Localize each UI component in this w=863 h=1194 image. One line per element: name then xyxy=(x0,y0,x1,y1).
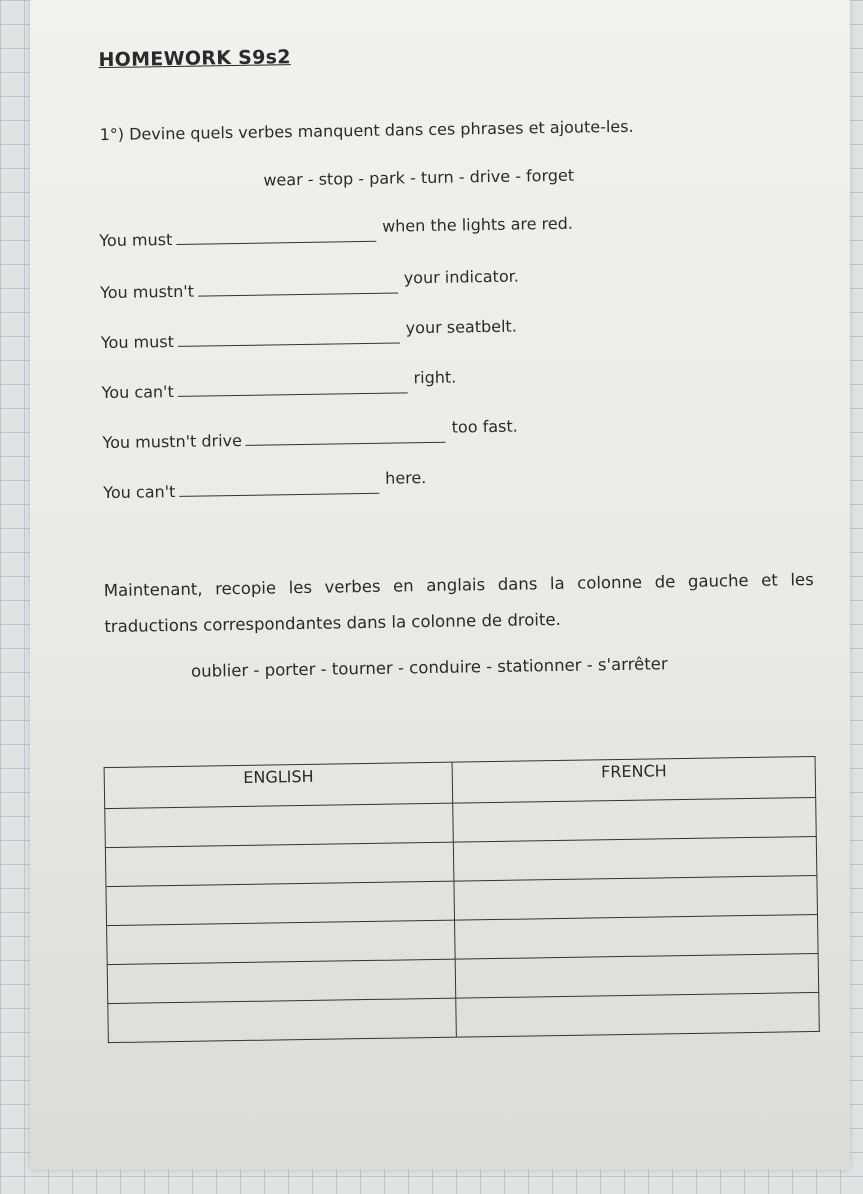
sentence-end: when the lights are red. xyxy=(381,213,574,236)
sentence-2 xyxy=(99,266,519,303)
answer-blank xyxy=(179,479,379,497)
sentence-end: right. xyxy=(413,367,457,388)
sentence-start: You must xyxy=(100,331,175,353)
sentence-start: You can't xyxy=(103,481,176,503)
column-header-french: FRENCH xyxy=(452,756,815,803)
answer-blank xyxy=(178,328,400,346)
page-title: HOMEWORK S9s2 xyxy=(98,46,291,72)
sentence-5 xyxy=(102,416,518,453)
english-cell[interactable] xyxy=(105,803,454,847)
french-word-bank: oublier - porter - tourner - conduire - stationner - s'arrêter xyxy=(190,654,668,681)
vocabulary-table xyxy=(104,756,820,1043)
answer-blank xyxy=(246,428,446,446)
english-cell[interactable] xyxy=(107,959,456,1003)
sentence-6 xyxy=(103,468,427,503)
sentence-start: You must xyxy=(99,230,173,251)
english-cell[interactable] xyxy=(106,881,455,925)
french-cell[interactable] xyxy=(453,797,816,842)
answer-blank xyxy=(178,378,408,397)
instruction-paragraph-line2: traductions correspondantes dans la colonne de droite. xyxy=(104,609,561,637)
sentence-end: too fast. xyxy=(451,416,518,437)
english-cell[interactable] xyxy=(107,920,456,964)
sentence-end: here. xyxy=(385,468,427,488)
exercise-instruction: 1°) Devine quels verbes manquent dans ces phrases et ajoute-les. xyxy=(99,116,634,145)
sentence-4 xyxy=(101,367,457,403)
english-word-bank: wear - stop - park - turn - drive - forget xyxy=(263,165,575,190)
french-cell[interactable] xyxy=(455,914,818,959)
sentence-end: your indicator. xyxy=(403,266,519,288)
answer-blank xyxy=(198,278,398,296)
sentence-start: You mustn't xyxy=(99,281,195,303)
answer-blank xyxy=(176,227,376,245)
sentence-3 xyxy=(100,316,517,353)
instruction-paragraph-line1: Maintenant, recopie les verbes en anglais dans la colonne de gauche et les xyxy=(103,569,814,601)
english-cell[interactable] xyxy=(108,998,457,1042)
french-cell[interactable] xyxy=(456,992,819,1037)
sentence-start: You mustn't drive xyxy=(102,430,243,453)
english-cell[interactable] xyxy=(105,842,454,886)
sentence-end: your seatbelt. xyxy=(405,316,517,338)
column-header-english: ENGLISH xyxy=(104,762,453,808)
french-cell[interactable] xyxy=(454,875,817,920)
sentence-1 xyxy=(99,213,574,251)
french-cell[interactable] xyxy=(454,836,817,881)
french-cell[interactable] xyxy=(456,953,819,998)
sentence-start: You can't xyxy=(101,382,174,403)
